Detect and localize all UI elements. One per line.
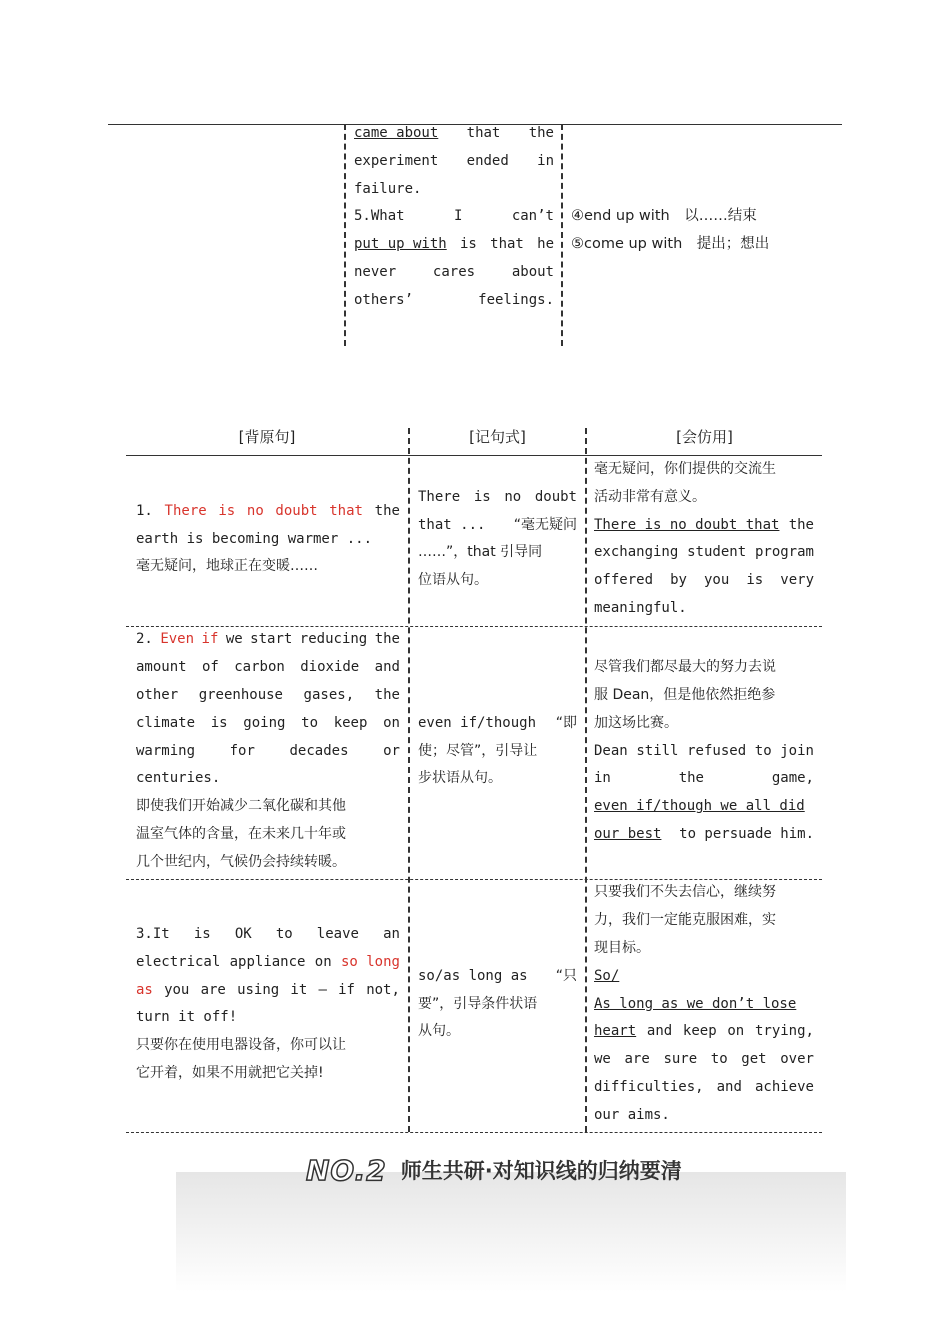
text-segment: 即使我们开始减少二氧化碳和其他 <box>136 798 346 815</box>
header-pattern: [记句式] <box>469 428 526 446</box>
text-line <box>594 456 814 484</box>
text-segment: not, <box>366 981 400 998</box>
text-line <box>594 484 814 512</box>
text-line <box>594 1074 814 1102</box>
text-segment: 尽管我们都尽最大的努力去说 <box>594 659 776 676</box>
table-cell-c3-row-2 <box>594 654 814 849</box>
top-table-divider-right <box>561 124 563 346</box>
text-line <box>594 1046 814 1074</box>
text-segment: can’t <box>511 208 554 225</box>
text-line <box>594 991 814 1019</box>
text-segment: 毫无疑问，你们提供的交流生 <box>594 461 776 478</box>
text-segment: “只 <box>555 967 577 984</box>
text-segment: Dean <box>594 742 628 759</box>
text-segment: 只要我们不失去信心，继续努 <box>594 884 776 901</box>
text-segment: 力，我们一定能克服困难，实 <box>594 912 776 929</box>
text-line <box>594 793 814 821</box>
highlight-text: is <box>218 502 236 519</box>
text-segment: the <box>374 502 400 519</box>
text-segment: are <box>624 1051 650 1068</box>
text-segment: and <box>646 1023 673 1040</box>
text-segment: dioxide <box>300 659 360 676</box>
text-segment: — <box>318 981 327 998</box>
text-segment: keep <box>333 714 368 731</box>
top-table-col3 <box>571 203 831 259</box>
text-segment: reducing <box>299 631 368 648</box>
highlight-text: that <box>329 502 363 519</box>
text-segment: program <box>754 544 814 561</box>
table-cell-c1-row-2 <box>136 626 400 876</box>
underlined-text: even if/though we all did <box>594 798 805 815</box>
text-segment: to <box>275 926 293 943</box>
underlined-text: heart <box>594 1023 637 1040</box>
text-line <box>594 963 814 991</box>
text-line <box>594 567 814 595</box>
text-segment: we <box>594 1051 611 1068</box>
highlight-text: if <box>201 631 219 648</box>
text-line <box>136 1004 400 1032</box>
text-line <box>594 539 814 567</box>
text-line <box>418 512 577 540</box>
text-line <box>136 682 400 710</box>
text-segment: 要”，引导条件状语 <box>418 995 538 1012</box>
text-segment: cares <box>432 263 476 280</box>
header-recite: [背原句] <box>238 428 296 446</box>
text-segment: “即 <box>555 714 577 731</box>
text-segment: trying, <box>754 1023 814 1040</box>
text-segment: student <box>687 544 747 561</box>
text-segment: amount <box>136 659 187 676</box>
text-segment: 从句。 <box>418 1023 460 1040</box>
text-segment: so/as long as <box>418 967 528 984</box>
highlight-text: There <box>164 502 207 519</box>
text-segment: 几个世纪内，气候仍会持续转暖。 <box>136 853 346 870</box>
text-segment: is <box>460 236 477 253</box>
text-segment: to <box>301 714 318 731</box>
text-line <box>418 991 577 1019</box>
text-line <box>418 710 577 738</box>
text-segment: you <box>164 981 190 998</box>
text-line <box>594 821 814 849</box>
text-segment: 服 Dean，但是他依然拒绝参 <box>594 686 776 703</box>
text-segment: 加这场比赛。 <box>594 714 678 731</box>
highlight-text: doubt <box>275 502 318 519</box>
text-segment: sure <box>663 1051 698 1068</box>
text-segment: turn it off! <box>136 1009 238 1026</box>
text-segment: on <box>383 714 400 731</box>
text-segment: refused <box>687 742 747 759</box>
underlined-text: As long as we don’t lose <box>594 995 797 1012</box>
text-segment: gases, <box>303 686 355 703</box>
text-line <box>418 539 577 567</box>
text-segment: get <box>741 1051 767 1068</box>
text-segment: achieve <box>754 1078 814 1095</box>
text-line <box>594 682 814 710</box>
text-line <box>354 287 554 315</box>
text-segment: over <box>780 1051 814 1068</box>
text-line <box>136 949 400 977</box>
table-cell-c3-row-1 <box>594 456 814 623</box>
text-segment: the <box>374 631 400 648</box>
text-segment: that <box>490 236 524 253</box>
text-segment: he <box>537 236 554 253</box>
text-segment: no <box>504 488 522 505</box>
text-segment: carbon <box>234 659 285 676</box>
text-segment: 毫无疑问，地球正在变暖…… <box>136 558 318 575</box>
text-segment: 使；尽管”，引导让 <box>418 742 538 759</box>
text-line <box>594 738 814 766</box>
text-line <box>594 595 814 623</box>
text-line <box>136 710 400 738</box>
underlined-text: our best <box>594 825 662 842</box>
text-segment: is <box>193 926 211 943</box>
text-segment: 步状语从句。 <box>418 770 502 787</box>
text-segment: There <box>418 488 461 505</box>
text-segment: to persuade him. <box>679 825 814 842</box>
text-segment: 温室气体的含量，在未来几十年或 <box>136 825 346 842</box>
text-segment: 它开着，如果不用就把它关掉! <box>136 1065 324 1082</box>
text-segment: on <box>727 1023 745 1040</box>
highlight-text: as <box>136 981 153 998</box>
text-segment: or <box>383 742 400 759</box>
text-segment: very <box>780 572 814 589</box>
text-segment: centuries. <box>136 770 221 787</box>
text-line <box>418 738 577 766</box>
text-segment: we <box>225 631 243 648</box>
text-line <box>418 963 577 991</box>
text-segment: difficulties, <box>594 1078 704 1095</box>
section-banner-title <box>306 1152 682 1188</box>
text-segment: the <box>678 770 704 787</box>
text-segment: 1. <box>136 502 153 519</box>
text-segment: 活动非常有意义。 <box>594 488 706 505</box>
text-segment: for <box>229 742 255 759</box>
text-line <box>136 821 400 849</box>
text-segment: ended <box>466 152 509 169</box>
text-line <box>594 907 814 935</box>
text-segment: exchanging <box>594 544 679 561</box>
text-segment: and <box>374 659 400 676</box>
text-segment: 3.It <box>136 926 170 943</box>
text-line <box>136 1060 400 1088</box>
text-segment: even if/though <box>418 714 537 731</box>
section-badge: NO.2 <box>306 1153 387 1187</box>
text-segment: the <box>528 125 554 141</box>
header-imitate: [会仿用] <box>676 428 733 446</box>
text-segment: 5.What <box>354 208 405 225</box>
text-line <box>594 1018 814 1046</box>
text-segment: still <box>636 742 679 759</box>
text-segment: about <box>511 263 554 280</box>
highlight-text: no <box>246 502 264 519</box>
text-segment: earth is becoming warmer ... <box>136 530 373 547</box>
text-segment: “毫无疑问 <box>513 516 577 533</box>
text-line <box>418 1018 577 1046</box>
text-segment: and <box>716 1078 742 1095</box>
top-table-col2 <box>354 120 554 315</box>
phrase-item: ⑤come up with 提出；想出 <box>571 235 770 252</box>
text-line <box>594 1102 814 1130</box>
text-segment: failure. <box>354 180 422 197</box>
text-segment: an <box>383 926 400 943</box>
text-segment: experiment <box>354 152 439 169</box>
table-cell-c2-row-2 <box>418 710 577 793</box>
text-line <box>136 849 400 877</box>
text-line <box>136 977 400 1005</box>
text-segment: game, <box>771 770 814 787</box>
text-segment: start <box>250 631 293 648</box>
text-line <box>136 793 400 821</box>
text-segment: is <box>210 714 228 731</box>
table-cell-c1-row-1 <box>136 498 400 581</box>
text-segment: ……”，that 引导同 <box>418 544 543 561</box>
text-segment: is <box>473 488 491 505</box>
text-line <box>354 231 554 259</box>
text-segment: that ... <box>418 516 486 533</box>
text-segment: to <box>754 742 772 759</box>
underlined-text: There is no doubt that <box>594 516 780 533</box>
text-line <box>354 176 554 204</box>
text-segment: you <box>704 572 730 589</box>
text-segment: feelings. <box>478 291 554 308</box>
text-segment: the <box>788 516 814 533</box>
top-table-divider-left <box>344 124 346 346</box>
text-segment: to <box>710 1051 728 1068</box>
text-segment: join <box>780 742 814 759</box>
highlight-text: Even <box>160 631 195 648</box>
text-segment: I <box>453 208 463 225</box>
text-segment: warming <box>136 742 196 759</box>
text-segment: 只要你在使用电器设备，你可以让 <box>136 1037 346 1054</box>
text-line <box>418 567 577 595</box>
text-segment: 现目标。 <box>594 939 650 956</box>
text-segment: OK <box>234 926 252 943</box>
text-segment: other <box>136 686 179 703</box>
text-segment: is <box>746 572 764 589</box>
table-divider-1 <box>408 428 410 1132</box>
text-line <box>136 1032 400 1060</box>
text-line <box>354 259 554 287</box>
text-line <box>354 203 554 231</box>
text-segment: are <box>200 981 226 998</box>
table-cell-c2-row-3 <box>418 963 577 1046</box>
text-line <box>594 879 814 907</box>
text-line <box>354 148 554 176</box>
text-segment: on <box>314 953 332 970</box>
text-line <box>594 935 814 963</box>
text-line <box>418 765 577 793</box>
text-line <box>136 921 400 949</box>
text-segment: in <box>594 770 611 787</box>
text-segment: doubt <box>534 488 577 505</box>
underlined-text: put up with <box>354 236 447 253</box>
underlined-text: came about <box>354 125 439 141</box>
text-segment: others’ <box>354 291 414 308</box>
table-cell-c3-row-3 <box>594 879 814 1129</box>
text-line <box>136 526 400 554</box>
phrase-item: ④end up with 以……结束 <box>571 208 757 224</box>
text-segment: never <box>354 263 397 280</box>
text-line <box>594 512 814 540</box>
text-line <box>136 553 400 581</box>
highlight-text: so long <box>340 953 400 970</box>
text-line <box>594 710 814 738</box>
text-segment: going <box>243 714 286 731</box>
text-line <box>594 654 814 682</box>
text-segment: decades <box>289 742 349 759</box>
text-segment: keep <box>682 1023 717 1040</box>
text-segment: in <box>537 152 554 169</box>
text-line <box>594 765 814 793</box>
text-segment: meaningful. <box>594 600 687 617</box>
text-segment: climate <box>136 714 196 731</box>
text-segment: that <box>466 125 501 141</box>
text-segment: the <box>374 686 400 703</box>
text-line <box>136 765 400 793</box>
text-segment: 位语从句。 <box>418 572 488 589</box>
text-segment: if <box>338 981 355 998</box>
text-segment: electrical <box>136 953 221 970</box>
table-cell-c2-row-1 <box>418 484 577 595</box>
text-segment: of <box>201 659 219 676</box>
text-segment: 2. <box>136 631 153 648</box>
text-segment: offered <box>594 572 654 589</box>
text-line <box>136 654 400 682</box>
text-line <box>136 738 400 766</box>
text-segment: by <box>670 572 687 589</box>
table-divider-2 <box>585 428 587 1132</box>
text-segment: leave <box>316 926 359 943</box>
section-banner <box>176 1172 846 1292</box>
text-line <box>418 484 577 512</box>
text-segment: greenhouse <box>198 686 283 703</box>
underlined-text: So/ <box>594 967 620 984</box>
text-segment: it <box>290 981 308 998</box>
text-segment: appliance <box>229 953 306 970</box>
section-title: 师生共研·对知识线的归纳要清 <box>400 1159 682 1183</box>
text-line <box>136 626 400 654</box>
text-line <box>354 120 554 148</box>
table-cell-c1-row-3 <box>136 921 400 1088</box>
text-line <box>136 498 400 526</box>
text-segment: using <box>237 981 280 998</box>
text-segment: our aims. <box>594 1106 670 1123</box>
table-bottom-border <box>126 1132 822 1133</box>
